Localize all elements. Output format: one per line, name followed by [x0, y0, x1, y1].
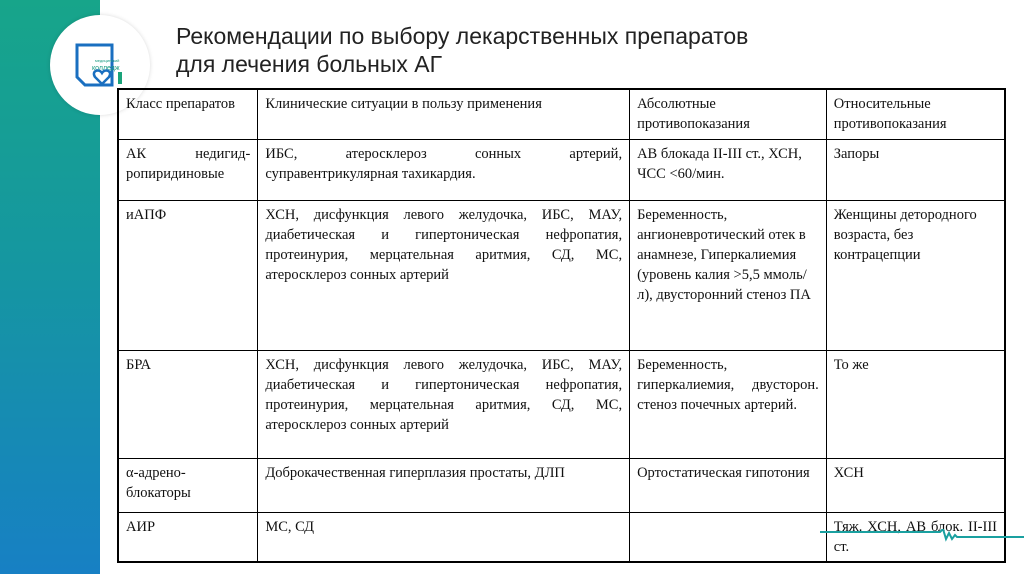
svg-text:колледж: колледж: [92, 65, 120, 72]
cell: [630, 512, 827, 562]
title-line-1: Рекомендации по выбору лекарственных препаратов: [176, 23, 749, 49]
table-row: [118, 458, 1005, 512]
svg-text:медицинский: медицинский: [95, 58, 120, 63]
cell: Беременность, ангионевротический отек в анамнезе, Гиперкалиемия (уровень калия >5,5 ммоль/л), двусторонний стеноз ПА: [630, 200, 827, 350]
cell: АИР: [118, 512, 258, 562]
header-class: Класс препаратов: [118, 89, 258, 139]
table-header-row: [118, 89, 1005, 139]
header-relative-contra: Относительные противопоказания: [826, 89, 1005, 139]
cell: Тяж. ХСН, АВ блок. II-III ст.: [826, 512, 1005, 562]
drug-recommendations-table: [117, 88, 1006, 563]
header-indications: Клинические ситуации в пользу применения: [258, 89, 630, 139]
cell: Доброкачественная гиперплазия простаты, ДЛП: [258, 458, 630, 512]
table-row: [118, 350, 1005, 458]
cell: МС, СД: [258, 512, 630, 562]
cell: ХСН, дисфункция левого желудочка, ИБС, МАУ, диабетическая и гипертоническая нефропатия, протеинурия, мерцательная аритмия, СД, МС, атеросклероз сонных артерий: [258, 350, 630, 458]
cell: Женщины детородного возраста, без контрацепции: [826, 200, 1005, 350]
cell: АВ блокада II-III ст., ХСН, ЧСС <60/мин.: [630, 139, 827, 200]
cell: ХСН, дисфункция левого желудочка, ИБС, МАУ, диабетическая и гипертоническая нефропатия, протеинурия, мерцательная аритмия, СД, МС, атеросклероз сонных артерий: [258, 200, 630, 350]
cell: ИБС, атеросклероз сонных артерий, суправентрикулярная тахикардия.: [258, 139, 630, 200]
ecg-line-icon: [820, 529, 1024, 549]
page-title: [176, 22, 748, 78]
cell: Беременность, гиперкалиемия, двусторон. стеноз почечных артерий.: [630, 350, 827, 458]
cell: То же: [826, 350, 1005, 458]
table-row: [118, 139, 1005, 200]
header-absolute-contra: Абсолютные противопоказания: [630, 89, 827, 139]
cell: Запоры: [826, 139, 1005, 200]
title-line-2: для лечения больных АГ: [176, 51, 443, 77]
cell: БРА: [118, 350, 258, 458]
cell: АК недигид-ропиридиновые: [118, 139, 258, 200]
cell: иАПФ: [118, 200, 258, 350]
cell: α-адрено-блокаторы: [118, 458, 258, 512]
cell: ХСН: [826, 458, 1005, 512]
cell: Ортостатическая гипотония: [630, 458, 827, 512]
table-row: [118, 200, 1005, 350]
